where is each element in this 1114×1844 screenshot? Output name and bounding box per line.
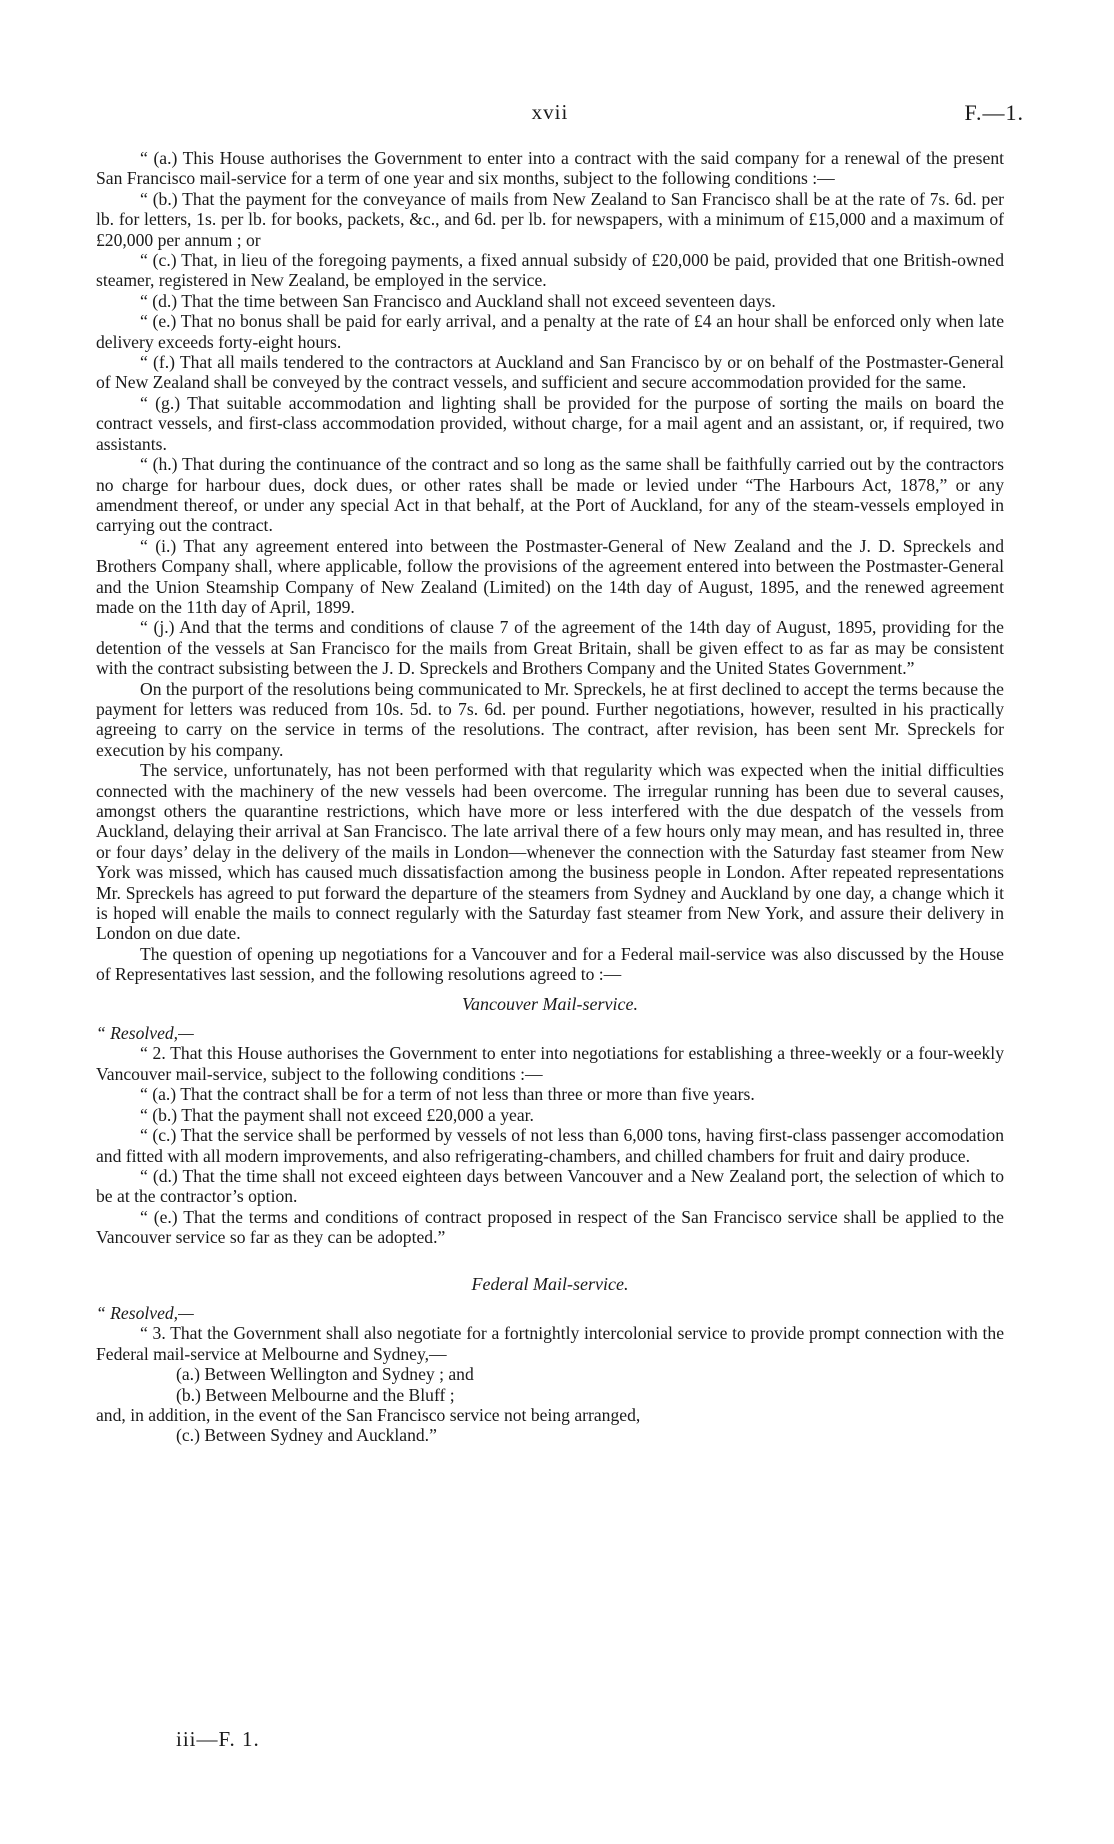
federal-resolved: “ Resolved,— <box>96 1302 194 1323</box>
federal-heading: Federal Mail-service. <box>471 1273 629 1294</box>
paragraph-c: “ (c.) That, in lieu of the foregoing payments, a fixed annual subsidy of £20,000 be paid, provided that one British-owned steamer, registered in New Zealand, be employed in the service. <box>96 250 1004 291</box>
paragraph-question: The question of opening up negotiations for a Vancouver and for a Federal mail-service was also discussed by the House of Representatives last session, and the following resolutions agreed to :— <box>96 943 1004 985</box>
paragraph-i: “ (i.) That any agreement entered into between the Postmaster-General of New Zealand and the J. D. Spreckels and Brothers Company shall, where applicable, follow the provisions of the agreement entered into between the Postmaster-General and the Union Steamship Company of New Zealand (Limited) on the 14th day of August, 1895, and the renewed agreement made on the 11th day of April, 1899. <box>96 535 1004 617</box>
paragraph-d: “ (d.) That the time between San Francisco and Auckland shall not exceed seventeen days. <box>140 290 776 311</box>
vancouver-condition-d: “ (d.) That the time shall not exceed eighteen days between Vancouver and a New Zealand port, the selection of which to be at the contractor’s option. <box>96 1165 1004 1207</box>
vancouver-condition-b: “ (b.) That the payment shall not exceed £20,000 a year. <box>140 1104 534 1125</box>
paragraph-h: “ (h.) That during the continuance of the contract and so long as the same shall be faithfully carried out by the contractors no charge for harbour dues, dock dues, or other rates shall be made or levied under “The Harbours Act, 1878,” or any amendment thereof, or under any special Act in that behalf, at the Port of Auckland, for any of the steam-vessels employed in carrying out the contract. <box>96 454 1004 536</box>
vancouver-condition-a: “ (a.) That the contract shall be for a term of not less than three or more than five years. <box>140 1084 755 1105</box>
paragraph-g: “ (g.) That suitable accommodation and lighting shall be provided for the purpose of sorting the mails on board the contract vessels, and first-class accommodation provided, without charge, for a mail agent and an assistant, or, if required, two assistants. <box>96 392 1004 454</box>
vancouver-resolution-2: “ 2. That this House authorises the Government to enter into negotiations for establishing a three-weekly or a four-weekly Vancouver mail-service, subject to the following conditions :— <box>96 1043 1004 1084</box>
paragraph-a: “ (a.) This House authorises the Government to enter into a contract with the said company for a renewal of the present San Francisco mail-service for a term of one year and six months, subject to the following conditions :— <box>96 148 1004 189</box>
paragraph-e: “ (e.) That no bonus shall be paid for early arrival, and a penalty at the rate of £4 an hour shall be enforced only when late delivery exceeds forty-eight hours. <box>96 311 1004 352</box>
paragraph-f: “ (f.) That all mails tendered to the contractors at Auckland and San Francisco by or on behalf of the Postmaster-General of New Zealand shall be conveyed by the contract vessels, and sufficient and secure accommodation provided for the same. <box>96 352 1004 393</box>
vancouver-resolved: “ Resolved,— <box>96 1023 194 1044</box>
footer-signature: iii—F. 1. <box>176 1727 260 1751</box>
vancouver-condition-c: “ (c.) That the service shall be performed by vessels of not less than 6,000 tons, having first-class passenger accomodation and fitted with all modern improvements, and also refrigerating-chambers, and chilled chambers for fruit and dairy produce. <box>96 1125 1004 1166</box>
federal-addition: and, in addition, in the event of the San Francisco service not being arranged, <box>96 1404 641 1425</box>
federal-item-c: (c.) Between Sydney and Auckland.” <box>176 1425 437 1446</box>
page-number: xvii <box>531 100 569 124</box>
paragraph-purport: On the purport of the resolutions being communicated to Mr. Spreckels, he at first declined to accept the terms because the payment for letters was reduced from 10s. 5d. to 7s. 6d. per pound. Further negotiations, however, resulted in his practically agreeing to carry on the service in terms of the resolutions. The contract, after revision, has been sent Mr. Spreckels for execution by his company. <box>96 678 1004 760</box>
federal-item-a: (a.) Between Wellington and Sydney ; and <box>176 1364 474 1385</box>
page-header <box>96 100 1024 130</box>
vancouver-heading: Vancouver Mail-service. <box>462 993 638 1014</box>
vancouver-condition-e: “ (e.) That the terms and conditions of contract proposed in respect of the San Francisco service shall be applied to the Vancouver service so far as they can be adopted.” <box>96 1206 1004 1248</box>
federal-resolution-3: “ 3. That the Government shall also negotiate for a fortnightly intercolonial service to provide prompt connection with the Federal mail-service at Melbourne and Sydney,— <box>96 1323 1004 1364</box>
document-code: F.—1. <box>964 100 1024 125</box>
paragraph-b: “ (b.) That the payment for the conveyance of mails from New Zealand to San Francisco shall be at the rate of 7s. 6d. per lb. for letters, 1s. per lb. for books, packets, &c., and 6d. per lb. for newspapers, with a minimum of £15,000 and a maximum of £20,000 per annum ; or <box>96 188 1004 250</box>
federal-item-b: (b.) Between Melbourne and the Bluff ; <box>176 1384 455 1405</box>
paragraph-j: “ (j.) And that the terms and conditions of clause 7 of the agreement of the 14th day of August, 1895, providing for the detention of the vessels at San Francisco for the mails from Great Britain, shall be given effect to as far as may be consistent with the contract subsisting between the J. D. Spreckels and Brothers Company and the United States Government.” <box>96 617 1004 679</box>
paragraph-service: The service, unfortunately, has not been performed with that regularity which was expected when the initial difficulties connected with the machinery of the new vessels had been overcome. The irregular running has been due to several causes, amongst others the quarantine restrictions, which have more or less interfered with the due despatch of the vessels from Auckland, delaying their arrival at San Francisco. The late arrival there of a few hours only may mean, and has resulted in, three or four days’ delay in the delivery of the mails in London—whenever the connection with the Saturday fast steamer from New York was missed, which has caused much dissatisfaction among the business people in London. After repeated representations Mr. Spreckels has agreed to put forward the departure of the steamers from Sydney and Auckland by one day, a change which it is hoped will enable the mails to connect regularly with the Saturday fast steamer from New York, and assure their delivery in London on due date. <box>96 760 1004 944</box>
document-body <box>96 148 1004 1446</box>
